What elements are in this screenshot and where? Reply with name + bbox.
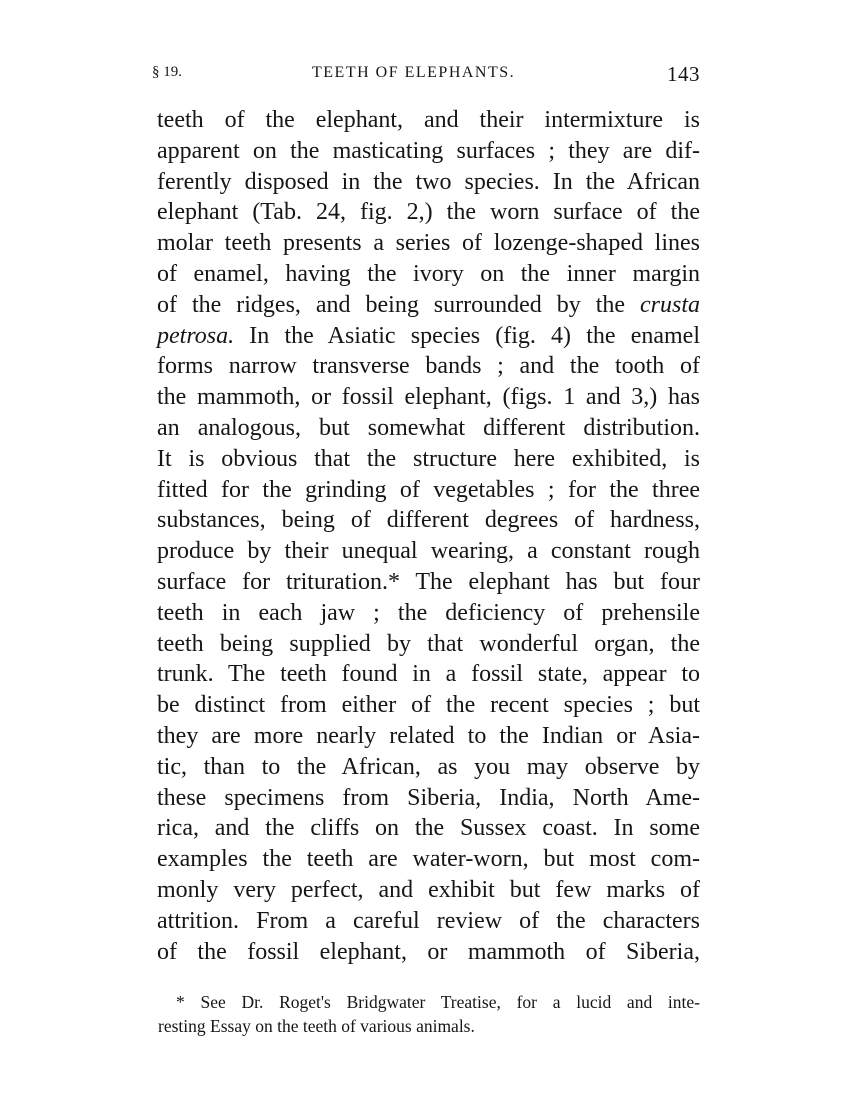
text-line: trunk. The teeth found in a fossil state, appear to xyxy=(157,661,700,688)
text-line: the mammoth, or fossil elephant, (figs. 1 and 3,) has xyxy=(157,384,700,411)
text-line: these specimens from Siberia, India, North Ame- xyxy=(157,784,700,811)
footnote-line: * See Dr. Roget's Bridgwater Treatise, for a lucid and inte- xyxy=(176,992,700,1012)
text-line: surface for trituration.* The elephant has but four xyxy=(157,568,700,595)
text-line: teeth being supplied by that wonderful organ, the xyxy=(157,630,700,657)
text-line: apparent on the masticating surfaces ; they are dif- xyxy=(157,137,700,164)
footnote xyxy=(158,990,700,1038)
page-number: 143 xyxy=(667,62,700,86)
text-line: produce by their unequal wearing, a constant rough xyxy=(157,538,700,565)
text-line: an analogous, but somewhat different distribution. xyxy=(157,414,700,441)
text-line: elephant (Tab. 24, fig. 2,) the worn surface of the xyxy=(157,199,700,226)
text-line: of the ridges, and being surrounded by the crusta xyxy=(157,291,700,318)
text-line: substances, being of different degrees of hardness, xyxy=(157,507,700,534)
text-line: fitted for the grinding of vegetables ; for the three xyxy=(157,476,700,503)
running-title: TEETH OF ELEPHANTS. xyxy=(312,64,516,81)
text-line: teeth of the elephant, and their intermixture is xyxy=(157,107,700,133)
text-line: examples the teeth are water-worn, but most com- xyxy=(157,846,700,873)
text-line: they are more nearly related to the Indian or Asia- xyxy=(157,722,700,749)
text-line: molar teeth presents a series of lozenge-shaped lines xyxy=(157,230,700,257)
text-line: ferently disposed in the two species. In the African xyxy=(157,168,700,195)
text-line: of the fossil elephant, or mammoth of Siberia, xyxy=(157,938,700,965)
footnote-line: resting Essay on the teeth of various animals. xyxy=(158,1016,475,1036)
text-line: petrosa. In the Asiatic species (fig. 4) the enamel xyxy=(157,322,700,349)
text-line: tic, than to the African, as you may observe by xyxy=(157,753,700,780)
text-line: rica, and the cliffs on the Sussex coast. In some xyxy=(157,815,700,842)
text-line: teeth in each jaw ; the deficiency of prehensile xyxy=(157,599,700,626)
text-line: forms narrow transverse bands ; and the tooth of xyxy=(157,353,700,380)
text-line: be distinct from either of the recent species ; but xyxy=(157,692,700,719)
text-line: of enamel, having the ivory on the inner margin xyxy=(157,260,700,287)
body-text xyxy=(157,105,700,967)
text-line: attrition. From a careful review of the characters xyxy=(157,907,700,934)
text-line: It is obvious that the structure here exhibited, is xyxy=(157,445,700,472)
section-number: § 19. xyxy=(152,64,182,80)
running-header xyxy=(152,62,700,88)
text-line: monly very perfect, and exhibit but few marks of xyxy=(157,876,700,903)
